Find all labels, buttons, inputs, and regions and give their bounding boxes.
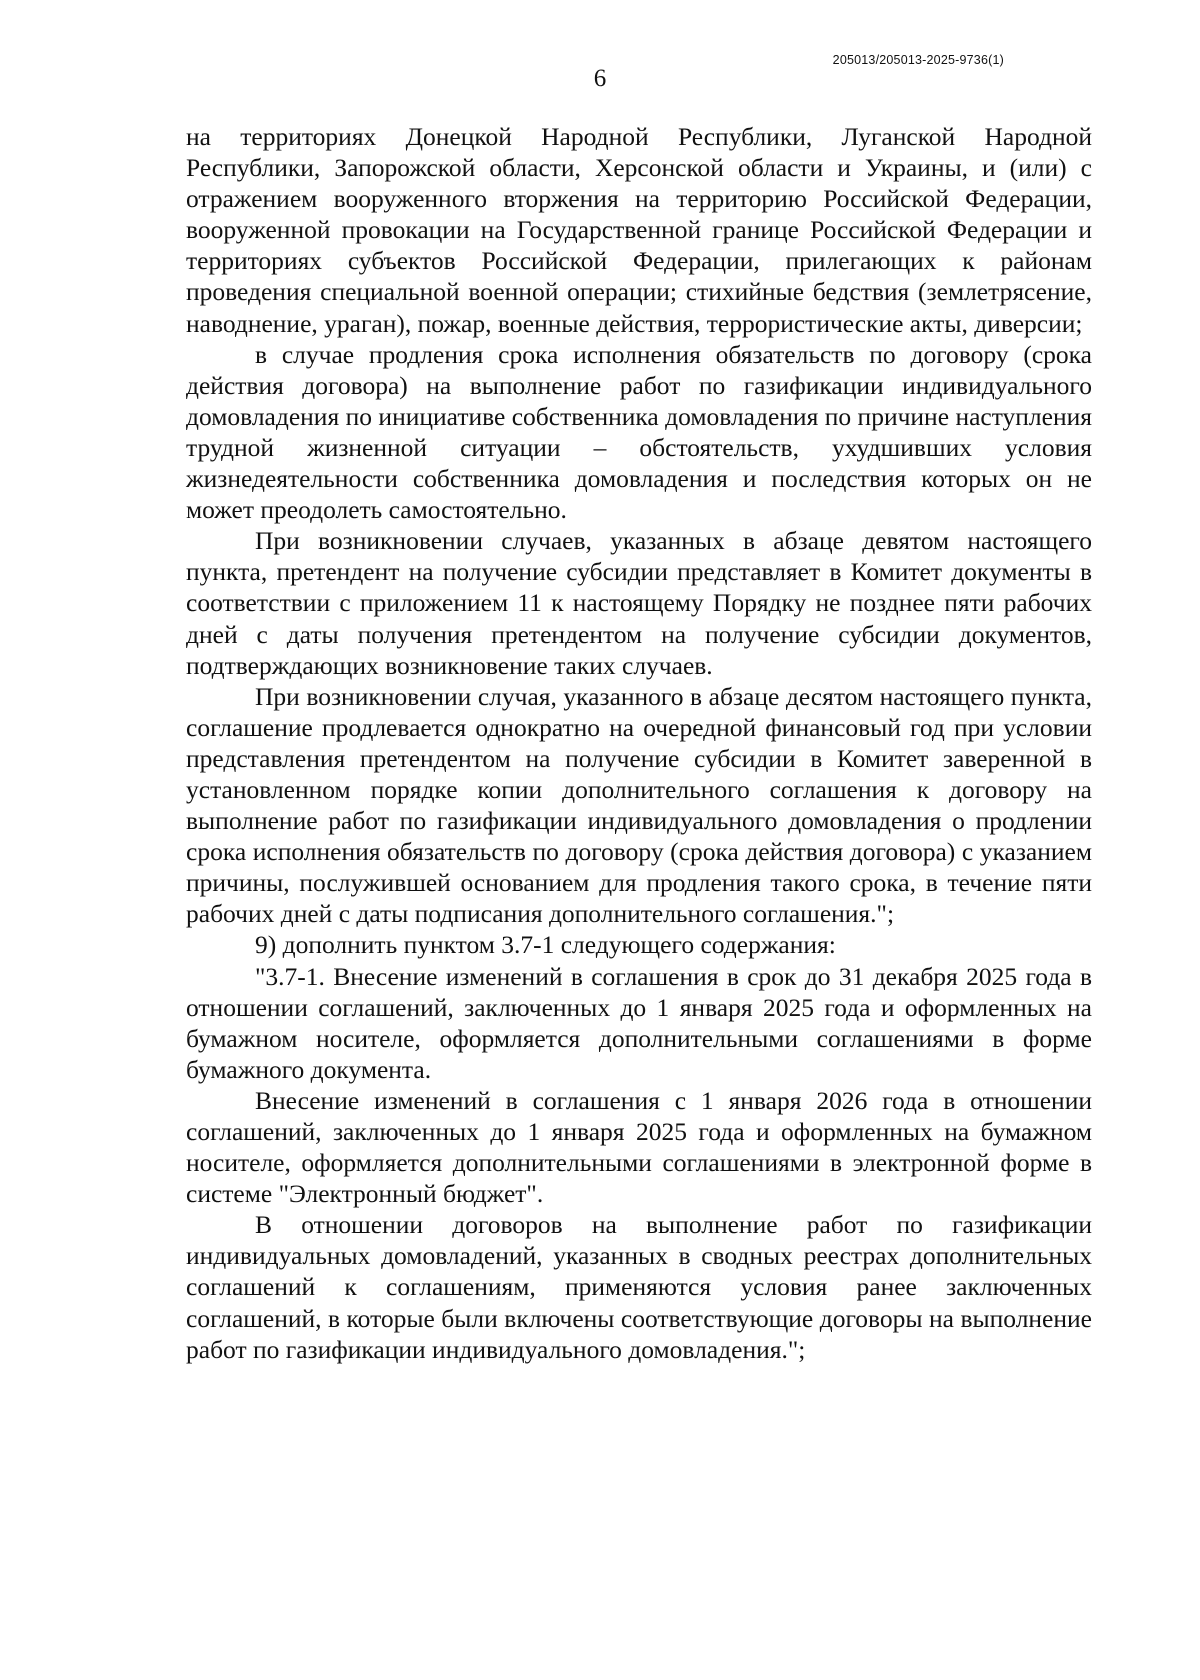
document-body xyxy=(186,121,1092,1365)
paragraph-documents-submission: При возникновении случаев, указанных в абзаце девятом настоящего пункта, претендент на получение субсидии представляет в Комитет документы в соответствии с приложением 11 к настоящему Порядку не позднее пяти рабочих дней с даты получения претендентом на получение субсидии документов, подтверждающих возникновение таких случаев. xyxy=(186,526,1092,680)
paragraph-item-9: 9) дополнить пунктом 3.7-1 следующего содержания: xyxy=(255,930,836,960)
page-number: 6 xyxy=(593,65,607,92)
paragraph-contracts-conditions: В отношении договоров на выполнение работ по газификации индивидуальных домовладений, указанных в сводных реестрах дополнительных соглашений к соглашениям, применяются условия ранее заключенных соглашений, в которые были включены соответствующие договоры на выполнение работ по газификации индивидуального домовладения."; xyxy=(186,1210,1092,1364)
paragraph-agreement-extension: При возникновении случая, указанного в абзаце десятом настоящего пункта, соглашение продлевается однократно на очередной финансовый год при условии представления претендентом на получение субсидии в Комитет заверенной в установленном порядке копии дополнительного соглашения к договору на выполнение работ по газификации индивидуального домовладения о продлении срока исполнения обязательств по договору (срока действия договора) с указанием причины, послужившей основанием для продления такого срока, в течение пяти рабочих дней с даты подписания дополнительного соглашения."; xyxy=(186,681,1092,929)
paragraph-clause-3-7-1: "3.7-1. Внесение изменений в соглашения в срок до 31 декабря 2025 года в отношении соглашений, заключенных до 1 января 2025 года и оформленных на бумажном носителе, оформляется дополнительными соглашениями в форме бумажного документа. xyxy=(186,961,1092,1084)
paragraph-continuation: на территориях Донецкой Народной Республики, Луганской Народной Республики, Запорожской области, Херсонской области и Украины, и (или) с отражением вооруженного вторжения на территорию Российской Федерации, вооруженной провокации на Государственной границе Российской Федерации и территориях субъектов Российской Федерации, прилегающих к районам проведения специальной военной операции; стихийные бедствия (землетрясение, наводнение, ураган), пожар, военные действия, террористические акты, диверсии; xyxy=(186,122,1092,338)
document-id: 205013/205013-2025-9736(1) xyxy=(832,53,1004,67)
paragraph-extension-case: в случае продления срока исполнения обязательств по договору (срока действия договора) на выполнение работ по газификации индивидуального домовладения по инициативе собственника домовладения по причине наступления трудной жизненной ситуации – обстоятельств, ухудшивших условия жизнедеятельности собственника домовладения и последствия которых он не может преодолеть самостоятельно. xyxy=(186,339,1092,525)
paragraph-electronic-form: Внесение изменений в соглашения с 1 января 2026 года в отношении соглашений, заключенных до 1 января 2025 года и оформленных на бумажном носителе, оформляется дополнительными соглашениями в электронной форме в системе "Электронный бюджет". xyxy=(186,1085,1092,1209)
